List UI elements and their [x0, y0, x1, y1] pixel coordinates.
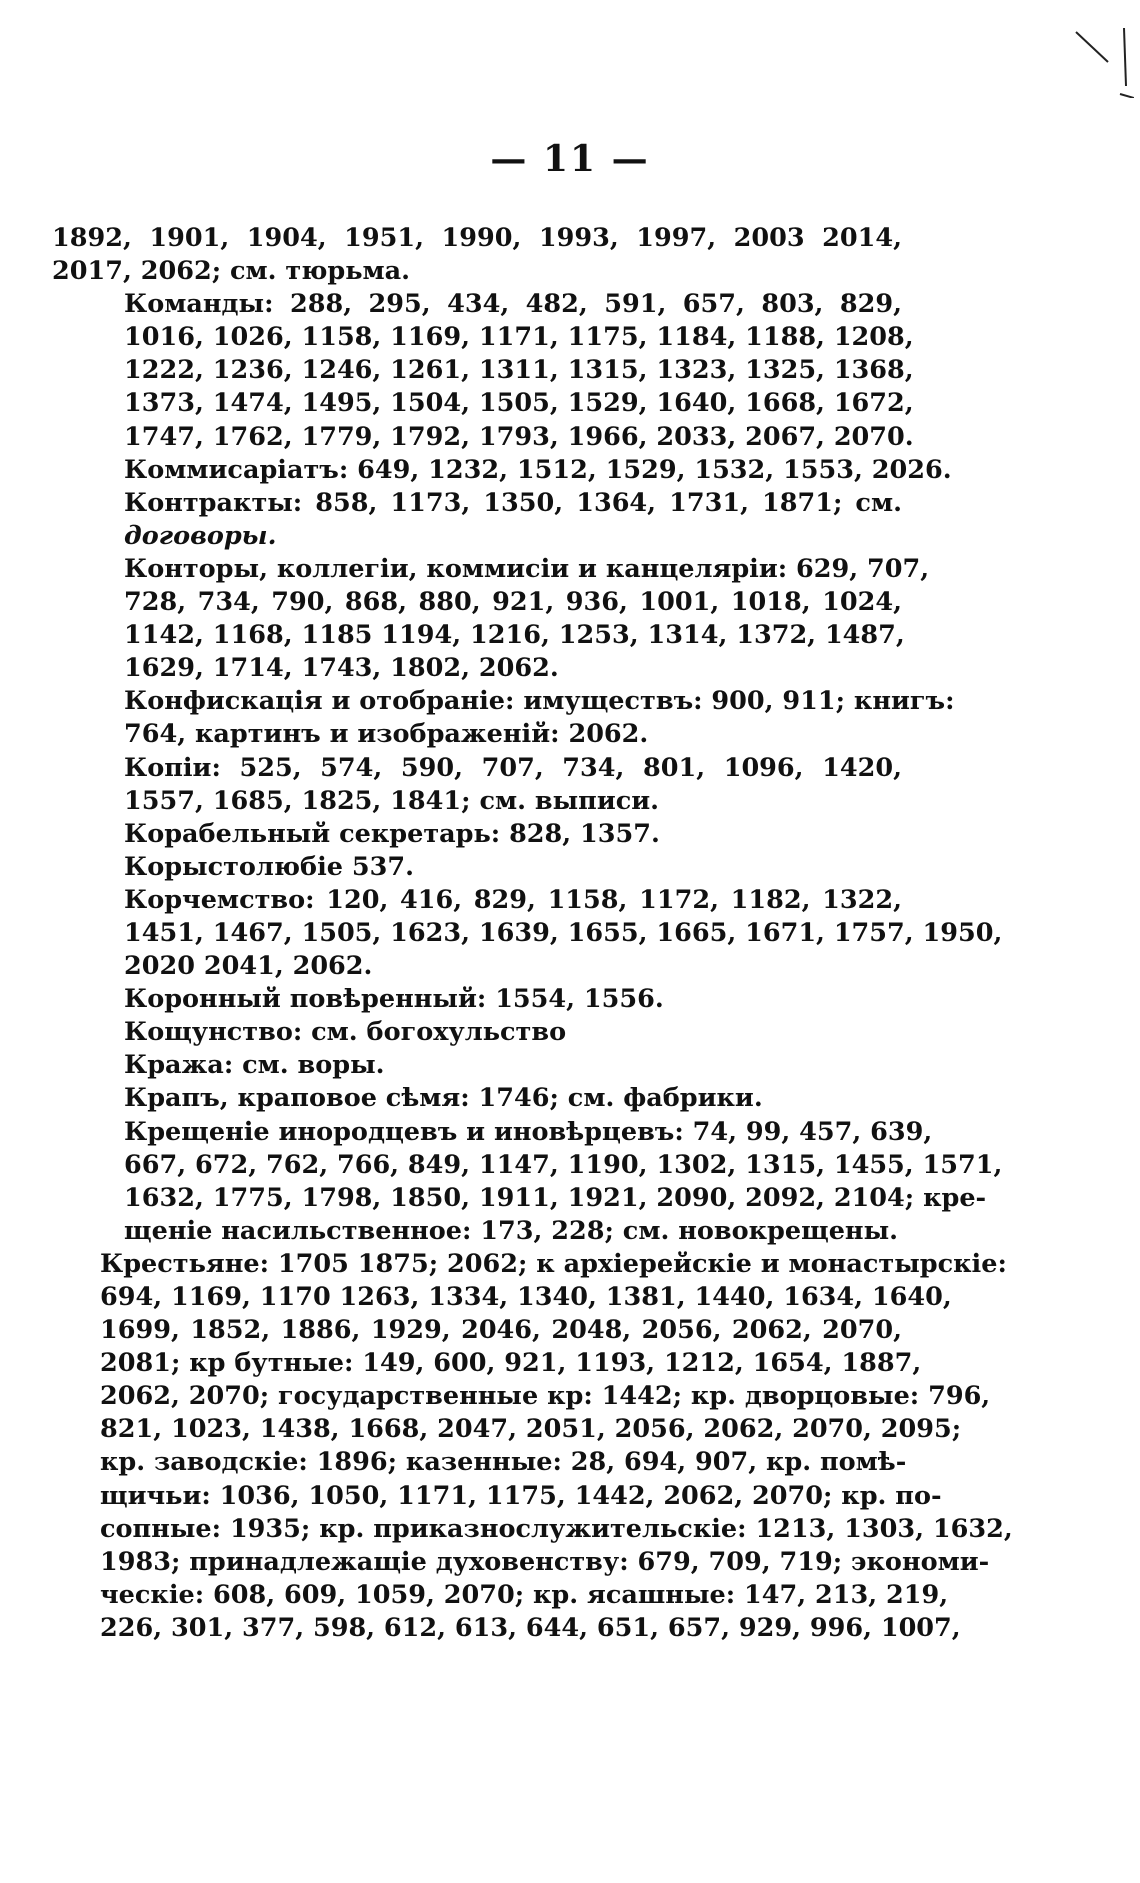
text-line: Коммисаріатъ: 649, 1232, 1512, 1529, 1532, 1553, 2026.: [124, 454, 952, 485]
text-line: Команды: 288, 295, 434, 482, 591, 657, 803, 829,: [124, 289, 902, 320]
text-line: Конторы, коллегіи, коммисіи и канцеляріи: 629, 707,: [124, 553, 930, 584]
index-entry-korystolyubie: [52, 851, 902, 884]
text-line: 1629, 1714, 1743, 1802, 2062.: [124, 653, 559, 684]
text-line: Коронный повѣренный: 1554, 1556.: [124, 984, 664, 1015]
index-entry-krazha: [52, 1049, 902, 1082]
text-line: 1373, 1474, 1495, 1504, 1505, 1529, 1640, 1668, 1672,: [124, 388, 914, 419]
text-line: Контракты: 858, 1173, 1350, 1364, 1731, 1871; см.: [124, 487, 902, 518]
text-line: Крестьяне: 1705 1875; 2062; к архіерейскіе и монастырскіе:: [100, 1248, 1007, 1279]
text-line: сопные: 1935; кр. приказнослужительскіе: 1213, 1303, 1632,: [100, 1513, 1013, 1544]
text-line: 1892, 1901, 1904, 1951, 1990, 1993, 1997, 2003 2014,: [52, 223, 902, 253]
text-line: ческіе: 608, 609, 1059, 2070; кр. ясашные: 147, 213, 219,: [100, 1579, 949, 1610]
text-line: Копіи: 525, 574, 590, 707, 734, 801, 1096, 1420,: [124, 752, 902, 783]
text-line: 1142, 1168, 1185 1194, 1216, 1253, 1314, 1372, 1487,: [124, 620, 905, 651]
text-line: Корыстолюбіе 537.: [124, 851, 414, 882]
index-entry-kopii: [52, 752, 902, 818]
text-line: Кощунство: см. богохульство: [124, 1017, 567, 1048]
index-entry-konfiskatsiya: [52, 685, 955, 751]
index-entry-kreshchenie: [52, 1116, 1003, 1248]
text-line: 1557, 1685, 1825, 1841; см. выписи.: [124, 785, 660, 816]
text-line: 1632, 1775, 1798, 1850, 1911, 1921, 2090, 2092, 2104; кре-: [124, 1182, 987, 1213]
text-line: 2017, 2062; см. тюрьма.: [52, 256, 411, 287]
index-entry-krestyane: [52, 1248, 1013, 1645]
index-text: [52, 222, 1013, 1645]
index-entry-korabelny-sekretar: [52, 818, 902, 851]
text-line: 821, 1023, 1438, 1668, 2047, 2051, 2056, 2062, 2070, 2095;: [100, 1414, 962, 1445]
text-line: 1747, 1762, 1779, 1792, 1793, 1966, 2033, 2067, 2070.: [124, 421, 914, 452]
text-line: 226, 301, 377, 598, 612, 613, 644, 651, 657, 929, 996, 1007,: [100, 1612, 961, 1643]
text-line: 1016, 1026, 1158, 1169, 1171, 1175, 1184, 1188, 1208,: [124, 322, 914, 353]
text-line: договоры.: [124, 520, 277, 551]
page-edge-mark: [1074, 28, 1134, 98]
text-line: кр. заводскіе: 1896; казенные: 28, 694, 907, кр. помѣ-: [100, 1447, 907, 1478]
page-number: — 11 —: [490, 138, 650, 180]
text-line: 694, 1169, 1170 1263, 1334, 1340, 1381, 1440, 1634, 1640,: [100, 1282, 952, 1312]
index-entry-koronny-poverenny: [52, 983, 902, 1016]
text-line: Корабельный секретарь: 828, 1357.: [124, 818, 660, 849]
index-entry-kontrakty: [52, 487, 902, 553]
text-line: 1451, 1467, 1505, 1623, 1639, 1655, 1665, 1671, 1757, 1950,: [124, 917, 1003, 948]
text-line: Конфискація и отобраніе: имуществъ: 900, 911; книгъ:: [124, 686, 955, 717]
text-line: Кража: см. воры.: [124, 1050, 385, 1081]
text-line: Корчемство: 120, 416, 829, 1158, 1172, 1182, 1322,: [124, 884, 902, 915]
text-line: 2020 2041, 2062.: [124, 951, 373, 982]
text-line: 2062, 2070; государственные кр: 1442; кр. дворцовые: 796,: [100, 1381, 991, 1412]
text-line: 667, 672, 762, 766, 849, 1147, 1190, 1302, 1315, 1455, 1571,: [124, 1149, 1003, 1180]
index-entry-kontory: [52, 553, 930, 685]
text-line: 1222, 1236, 1246, 1261, 1311, 1315, 1323, 1325, 1368,: [124, 355, 914, 386]
index-entry-komandy: [52, 288, 914, 453]
index-entry-kommisariat: [52, 454, 952, 487]
index-entry-koshchunstvo: [52, 1016, 902, 1049]
text-line: Крапъ, краповое сѣмя: 1746; см. фабрики.: [124, 1083, 763, 1114]
text-line: 1699, 1852, 1886, 1929, 2046, 2048, 2056, 2062, 2070,: [100, 1315, 902, 1346]
index-entry-krap: [52, 1082, 902, 1115]
text-line: щичьи: 1036, 1050, 1171, 1175, 1442, 2062, 2070; кр. по-: [100, 1480, 942, 1511]
text-line: Крещеніе инородцевъ и иновѣрцевъ: 74, 99, 457, 639,: [124, 1116, 933, 1147]
text-line: щеніе насильственное: 173, 228; см. новокрещены.: [124, 1215, 899, 1246]
text-line: 728, 734, 790, 868, 880, 921, 936, 1001, 1018, 1024,: [124, 587, 902, 618]
index-entry-continuation: [52, 222, 902, 288]
text-line: 1983; принадлежащіе духовенству: 679, 709, 719; экономи-: [100, 1546, 990, 1577]
text-line: 764, картинъ и изображеній: 2062.: [124, 719, 649, 750]
index-entry-korchemstvo: [52, 884, 1003, 983]
text-line: 2081; кр бутные: 149, 600, 921, 1193, 1212, 1654, 1887,: [100, 1348, 922, 1379]
